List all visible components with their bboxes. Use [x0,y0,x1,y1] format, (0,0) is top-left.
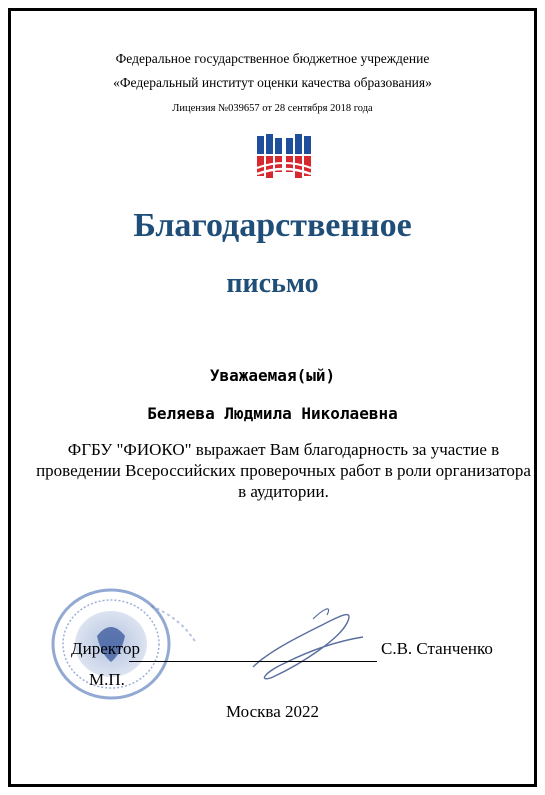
org-name-line2: «Федеральный институт оценки качества образования» [113,75,432,90]
city-year: Москва 2022 [225,702,320,721]
letter-title-line2: письмо [226,268,319,299]
certificate-frame [8,8,537,787]
signature-line [129,661,377,662]
seal-place-label: М.П. [89,670,125,689]
handwritten-signature-icon [243,597,373,687]
greeting: Уважаемая(ый) [209,366,336,385]
fioko-logo-icon [257,134,311,180]
gratitude-message: ФГБУ "ФИОКО" выражает Вам благодарность за участие в проведении Всероссийских проверочных работ в роли организатора в аудитории. [36,440,531,501]
license-text: Лицензия №039657 от 28 сентября 2018 года [172,103,373,114]
letter-title-line1: Благодарственное [133,207,412,244]
recipient-name: Беляева Людмила Николаевна [147,404,398,423]
signer-role: Директор [71,639,140,658]
signer-name: С.В. Станченко [381,639,493,658]
org-name-line1: Федеральное государственное бюджетное учреждение [115,51,430,66]
